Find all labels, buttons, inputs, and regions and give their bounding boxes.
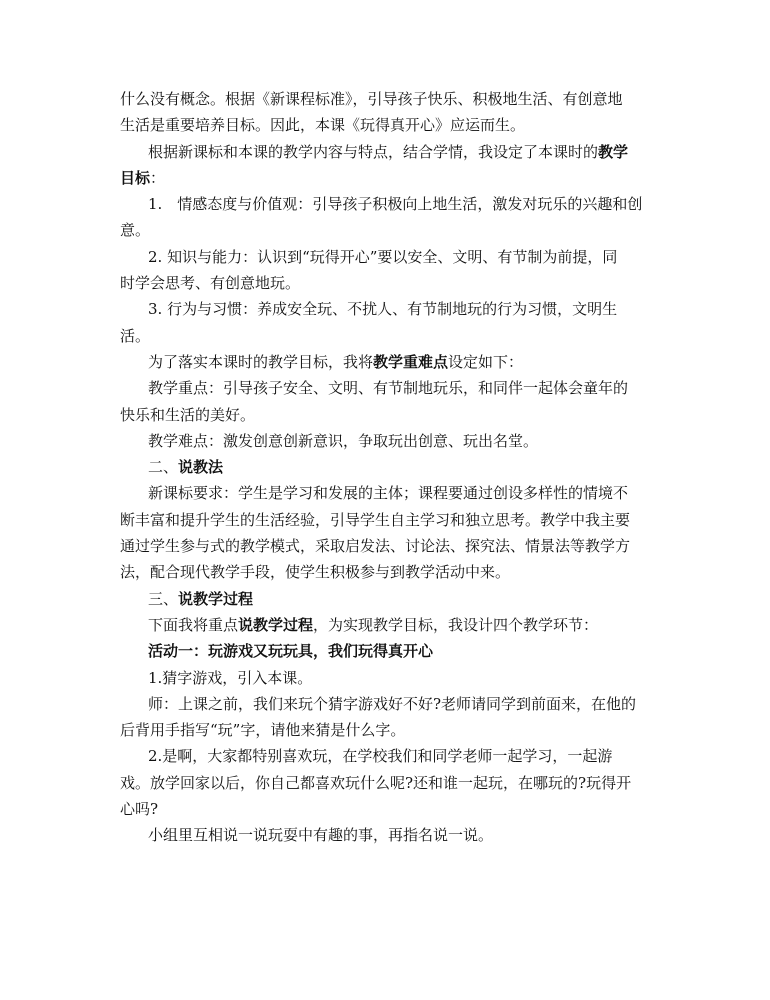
bold-text: 教学 bbox=[598, 142, 629, 161]
text-line bbox=[120, 638, 655, 664]
text-line bbox=[120, 717, 655, 743]
text-line bbox=[120, 296, 655, 322]
text-line bbox=[120, 402, 655, 428]
text-segment: 设定如下： bbox=[448, 352, 524, 371]
text-line bbox=[120, 822, 655, 848]
text-segment: 下面我将重点 bbox=[148, 615, 239, 634]
text-line bbox=[120, 770, 655, 796]
text-segment: 3. 行为与习惯：养成安全玩、不扰人、有节制地玩的行为习惯，文明生 bbox=[148, 300, 618, 319]
text-line bbox=[120, 349, 655, 375]
bold-text: 说教学过程 bbox=[238, 615, 314, 634]
text-segment: 通过学生参与式的教学模式，采取启发法、讨论法、探究法、情景法等教学方 bbox=[120, 537, 631, 556]
text-segment: 新课标要求：学生是学习和发展的主体；课程要通过创设多样性的情境不 bbox=[148, 484, 629, 503]
text-segment: 2. 知识与能力：认识到“玩得开心”要以安全、文明、有节制为前提，同 bbox=[148, 247, 618, 266]
document-body bbox=[120, 86, 655, 849]
text-segment: 活。 bbox=[120, 326, 151, 345]
text-line bbox=[120, 586, 655, 612]
text-segment: 什么没有概念。根据《新课程标准》，引导孩子快乐、积极地生活、有创意地 bbox=[120, 90, 623, 108]
text-line bbox=[120, 691, 655, 717]
text-segment: 师：上课之前，我们来玩个猜字游戏好不好?老师请同学到前面来，在他的 bbox=[148, 694, 637, 713]
text-segment: 1.猜字游戏，引入本课。 bbox=[148, 668, 313, 687]
text-line bbox=[120, 533, 655, 559]
text-line bbox=[120, 480, 655, 506]
text-line bbox=[120, 139, 655, 165]
text-segment: ，为实现教学目标，我设计四个教学环节： bbox=[313, 615, 599, 634]
bold-text: 说教法 bbox=[178, 458, 224, 477]
text-segment: 教学重点：引导孩子安全、文明、有节制地玩乐，和同伴一起体会童年的 bbox=[148, 379, 629, 398]
text-line bbox=[120, 507, 655, 533]
text-segment: 二、 bbox=[148, 458, 179, 477]
text-segment: 法，配合现代教学手段，使学生积极参与到教学活动中来。 bbox=[120, 563, 511, 582]
bold-text: 教学重难点 bbox=[373, 352, 449, 371]
text-segment: 2.是啊，大家都特别喜欢玩，在学校我们和同学老师一起学习，一起游 bbox=[148, 747, 613, 766]
text-segment: 1. 情感态度与价值观：引导孩子积极向上地生活，激发对玩乐的兴趣和创 bbox=[148, 195, 643, 214]
text-segment: 快乐和生活的美好。 bbox=[120, 405, 256, 424]
text-segment: 心吗? bbox=[120, 800, 159, 819]
text-segment: ： bbox=[150, 168, 166, 187]
text-line bbox=[120, 612, 655, 638]
text-segment: 根据新课标和本课的教学内容与特点，结合学情，我设定了本课时的 bbox=[148, 142, 599, 161]
text-line bbox=[120, 665, 655, 691]
text-line bbox=[120, 743, 655, 769]
bold-text: 活动一：玩游戏又玩玩具，我们玩得真开心 bbox=[148, 642, 434, 661]
text-line bbox=[120, 796, 655, 822]
text-segment: 后背用手指写“玩”字，请他来猜是什么字。 bbox=[120, 721, 406, 740]
bold-text: 目标 bbox=[120, 168, 151, 187]
text-segment: 小组里互相说一说玩耍中有趣的事，再指名说一说。 bbox=[148, 826, 494, 845]
text-line bbox=[120, 244, 655, 270]
text-segment: 断丰富和提升学生的生活经验，引导学生自主学习和独立思考。教学中我主要 bbox=[120, 510, 631, 529]
text-line bbox=[120, 559, 655, 585]
text-segment: 意。 bbox=[120, 221, 151, 240]
text-line bbox=[120, 428, 655, 454]
text-segment: 为了落实本课时的教学目标，我将 bbox=[148, 352, 374, 371]
text-line bbox=[120, 217, 655, 243]
text-line bbox=[120, 86, 655, 112]
text-line bbox=[120, 454, 655, 480]
text-segment: 时学会思考、有创意地玩。 bbox=[120, 274, 301, 293]
text-line bbox=[120, 112, 655, 138]
text-line bbox=[120, 270, 655, 296]
text-line bbox=[120, 375, 655, 401]
text-segment: 三、 bbox=[148, 589, 179, 608]
bold-text: 说教学过程 bbox=[178, 589, 254, 608]
text-line bbox=[120, 323, 655, 349]
text-segment: 戏。放学回家以后，你自己都喜欢玩什么呢?还和谁一起玩，在哪玩的?玩得开 bbox=[120, 773, 632, 792]
text-line bbox=[120, 165, 655, 191]
text-line bbox=[120, 191, 655, 217]
text-segment: 生活是重要培养目标。因此，本课《玩得真开心》应运而生。 bbox=[120, 116, 526, 135]
text-segment: 教学难点：激发创意创新意识，争取玩出创意、玩出名堂。 bbox=[148, 431, 539, 450]
